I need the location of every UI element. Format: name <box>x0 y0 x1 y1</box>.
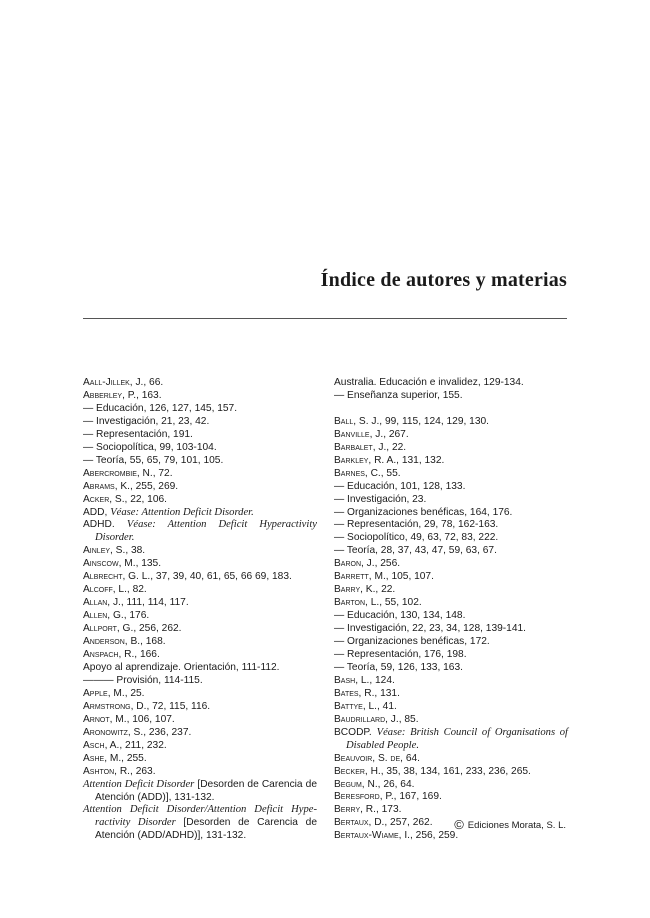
index-entry: Apple, M., 25. <box>83 687 145 699</box>
author-name: Anspach, R. <box>83 649 135 661</box>
author-name: Barrett, M. <box>334 571 386 583</box>
author-name: Begum, N. <box>334 778 378 790</box>
index-entry: Barry, K., 22. <box>334 584 396 596</box>
author-name: Barry, K. <box>334 584 376 596</box>
publisher-footer <box>454 817 566 832</box>
author-name: Beresford, P. <box>334 791 394 803</box>
author-name: Ashton, R. <box>83 765 131 777</box>
author-name: Baudrillard, J. <box>334 713 399 725</box>
author-name: Barton, L. <box>334 597 380 609</box>
publisher-name: Ediciones Morata, S. L. <box>467 820 566 831</box>
author-name: Bertaux, D. <box>334 817 385 829</box>
index-entry: Ashton, R., 263. <box>83 765 156 777</box>
index-entry: — Teoría, 28, 37, 43, 47, 59, 63, 67. <box>334 545 497 557</box>
index-entry: Bash, L., 124. <box>334 674 395 686</box>
index-entry: Allan, J., 111, 114, 117. <box>83 597 189 609</box>
index-entry: ADHD. Véase: Attention Deficit Hyperactivity Disorder. <box>83 519 317 544</box>
index-entry: Bates, R., 131. <box>334 687 400 699</box>
index-entry: — Educación, 126, 127, 145, 157. <box>83 402 238 414</box>
author-name: Acker, S. <box>83 493 125 505</box>
index-entry: Abberley, P., 163. <box>83 389 162 401</box>
italic-term: Attention Deficit Disorder/Attention Deficit Hype-ractivity Disorder <box>83 804 317 829</box>
index-entry: Aronowitz, S., 236, 237. <box>83 726 192 738</box>
index-entry: Beauvoir, S. de, 64. <box>334 752 420 764</box>
index-entry: Bertaux, D., 257, 262. <box>334 817 433 829</box>
index-entry: Barbalet, J., 22. <box>334 441 407 453</box>
author-name: Becker, H. <box>334 765 381 777</box>
author-name: Arnot, M. <box>83 713 127 725</box>
index-entry: Attention Deficit Disorder [Desorden de Carencia de Atención (ADD)], 131-132. <box>83 778 317 803</box>
index-entry: Bertaux-Wiame, I., 256, 259. <box>334 830 459 842</box>
index-entry: Baudrillard, J., 85. <box>334 713 419 725</box>
index-entry: Barrett, M., 105, 107. <box>334 571 434 583</box>
index-entry: Acker, S., 22, 106. <box>83 493 168 505</box>
index-entry: Albrecht, G. L., 37, 39, 40, 61, 65, 66 69, 183. <box>83 571 292 583</box>
author-name: Ainley, S. <box>83 545 126 557</box>
italic-term: Attention Deficit Disorder <box>83 778 195 790</box>
index-entry: Abrams, K., 255, 269. <box>83 480 179 492</box>
index-entry: Abercrombie, N., 72. <box>83 467 173 479</box>
author-name: Aronowitz, S. <box>83 726 144 738</box>
index-entry: Beresford, P., 167, 169. <box>334 791 442 803</box>
author-name: Battye, L. <box>334 700 377 712</box>
author-name: Berry, R. <box>334 804 376 816</box>
index-entry: Ball, S. J., 99, 115, 124, 129, 130. <box>334 415 489 427</box>
index-entry: Asch, A., 211, 232. <box>83 739 167 751</box>
index-entry: — Organizaciones benéficas, 164, 176. <box>334 506 513 518</box>
index-entry: — Educación, 130, 134, 148. <box>334 610 466 622</box>
index-column-left <box>83 377 317 843</box>
author-name: Allen, G. <box>83 610 124 622</box>
index-entry: Attention Deficit Disorder/Attention Deficit Hype-ractivity Disorder [Desorden de Carencia de Atención (ADD/ADHD)], 131-132. <box>83 804 317 842</box>
author-name: Abercrombie, N. <box>83 467 153 479</box>
author-name: Barnes, C. <box>334 467 381 479</box>
index-entry: Barkley, R. A., 131, 132. <box>334 454 445 466</box>
title-rule <box>83 318 567 319</box>
index-entry: Allport, G., 256, 262. <box>83 623 182 635</box>
author-name: Bash, L. <box>334 674 370 686</box>
index-entry: — Teoría, 55, 65, 79, 101, 105. <box>83 454 224 466</box>
author-name: Abrams, K. <box>83 480 130 492</box>
index-entry: Anderson, B., 168. <box>83 636 166 648</box>
author-name: Aall-Jillek, J. <box>83 377 144 388</box>
index-entry: — Representación, 191. <box>83 428 193 440</box>
index-entry: ADD, Véase: Attention Deficit Disorder. <box>83 506 254 518</box>
index-entry: Becker, H., 35, 38, 134, 161, 233, 236, 265. <box>334 765 531 777</box>
index-entry: — Educación, 101, 128, 133. <box>334 480 466 492</box>
index-entry: — Representación, 176, 198. <box>334 649 467 660</box>
cross-reference: Véase: British Council of Organisations of Disabled People. <box>346 726 568 751</box>
author-name: Ainscow, M. <box>83 558 136 570</box>
author-name: Barkley, R. A. <box>334 454 397 466</box>
index-entry: Ainscow, M., 135. <box>83 558 162 570</box>
author-name: Apple, M. <box>83 687 125 699</box>
index-entry: ——— Provisión, 114-115. <box>83 674 203 686</box>
author-name: Alcoff, L. <box>83 584 127 596</box>
index-entry: Anspach, R., 166. <box>83 649 160 661</box>
index-entry: — Investigación, 22, 23, 34, 128, 139-141. <box>334 623 526 635</box>
index-entry: Ashe, M., 255. <box>83 752 147 764</box>
cross-reference: Véase: Attention Deficit Disorder. <box>110 506 254 518</box>
author-name: Armstrong, D. <box>83 700 147 712</box>
author-name: Bertaux-Wiame, I. <box>334 830 410 842</box>
author-name: Allport, G. <box>83 623 134 635</box>
author-name: Beauvoir, S. de <box>334 752 401 764</box>
index-entry: — Teoría, 59, 126, 133, 163. <box>334 661 463 673</box>
author-name: Albrecht, G. L. <box>83 571 151 583</box>
index-entry: BCODP. Véase: British Council of Organisations of Disabled People. <box>334 726 568 751</box>
index-entry: Begum, N., 26, 64. <box>334 778 415 790</box>
index-entry: Armstrong, D., 72, 115, 116. <box>83 700 211 712</box>
copyright-symbol: © <box>454 817 464 832</box>
index-entry: Barton, L., 55, 102. <box>334 597 422 609</box>
author-name: Allan, J. <box>83 597 121 609</box>
index-entry: — Investigación, 21, 23, 42. <box>83 415 210 427</box>
index-entry: — Organizaciones benéficas, 172. <box>334 636 490 648</box>
index-entry: Allen, G., 176. <box>83 610 150 622</box>
index-entry: Ainley, S., 38. <box>83 545 146 557</box>
index-column-right <box>334 377 568 843</box>
author-name: Barbalet, J. <box>334 441 387 453</box>
index-entry: Barnes, C., 55. <box>334 467 401 479</box>
index-entry: Battye, L., 41. <box>334 700 397 712</box>
index-entry: — Enseñanza superior, 155. <box>334 389 463 401</box>
author-name: Banville, J. <box>334 428 384 440</box>
index-entry: Berry, R., 173. <box>334 804 402 816</box>
author-name: Asch, A. <box>83 739 120 751</box>
index-entry: Banville, J., 267. <box>334 428 409 440</box>
index-entry: Aall-Jillek, J., 66. <box>83 377 164 388</box>
index-entry: Alcoff, L., 82. <box>83 584 147 596</box>
author-name: Ball, S. J. <box>334 415 380 427</box>
index-entry: Arnot, M., 106, 107. <box>83 713 175 725</box>
index-entry: — Representación, 29, 78, 162-163. <box>334 519 499 531</box>
author-name: Abberley, P. <box>83 389 137 401</box>
page-title: Índice de autores y materias <box>320 269 567 291</box>
index-entry: Baron, J., 256. <box>334 558 401 570</box>
author-name: Ashe, M. <box>83 752 122 764</box>
index-entry: Australia. Educación e invalidez, 129-134. <box>334 377 524 388</box>
index-entry: — Sociopolítico, 49, 63, 72, 83, 222. <box>334 532 499 544</box>
index-entry: — Sociopolítica, 99, 103-104. <box>83 441 217 453</box>
index-entry: Apoyo al aprendizaje. Orientación, 111-112. <box>83 661 280 673</box>
index-entry: — Investigación, 23. <box>334 493 427 505</box>
cross-reference: Véase: Attention Deficit Hyperactivity Disorder. <box>95 519 317 544</box>
author-name: Bates, R. <box>334 687 375 699</box>
author-name: Anderson, B. <box>83 636 141 648</box>
author-name: Baron, J. <box>334 558 375 570</box>
